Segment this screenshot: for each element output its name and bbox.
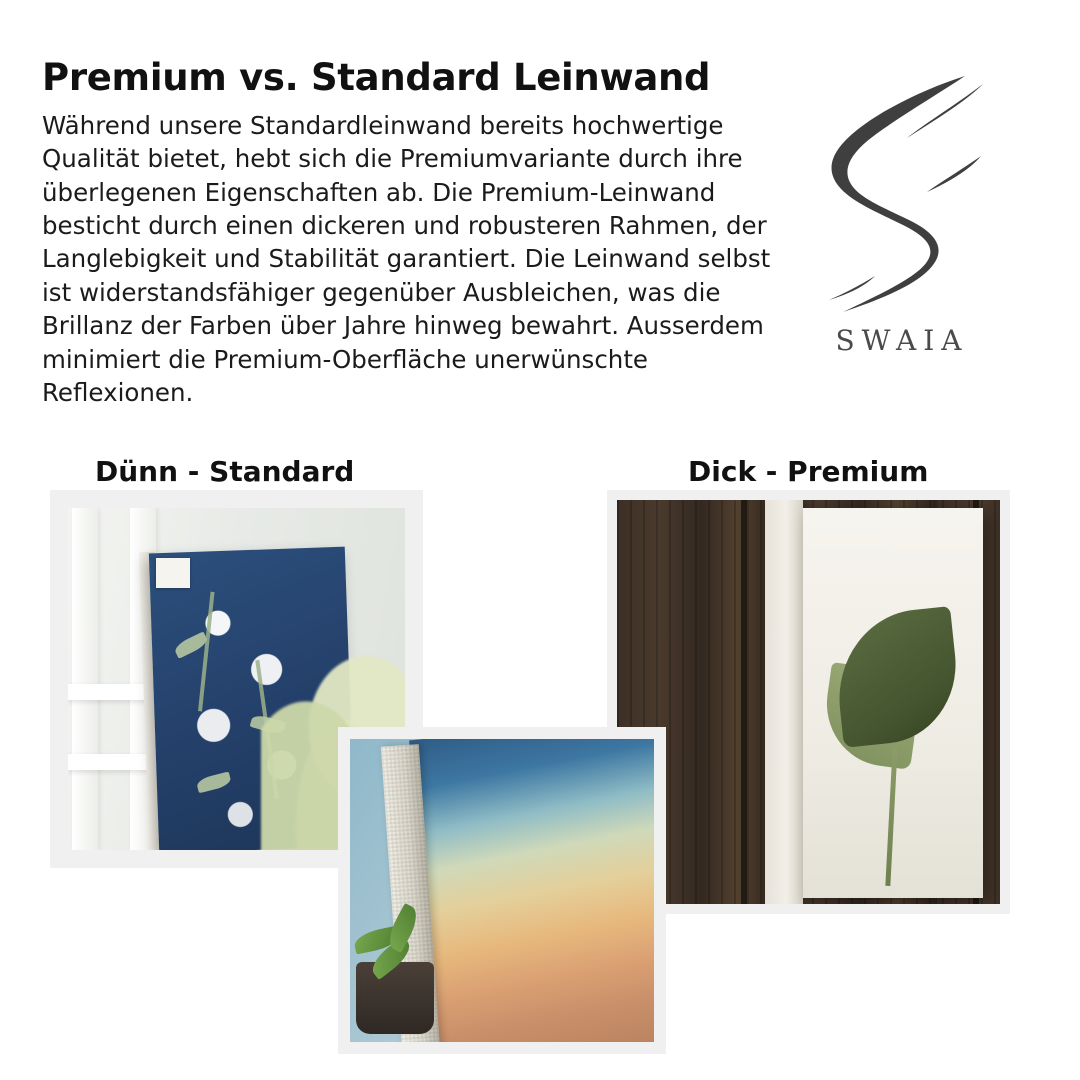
premium-scene: [617, 500, 1000, 904]
detail-canvas-print: [409, 739, 654, 1042]
label-standard: Dünn - Standard: [95, 455, 355, 488]
premium-canvas-thick-edge: [765, 500, 803, 904]
premium-thick-canvas-photo: [607, 490, 1010, 914]
standard-scene-slat: [72, 508, 98, 850]
premium-scene-plank-gap: [741, 500, 747, 904]
detail-photo-image: [350, 739, 654, 1042]
detail-scene: [350, 739, 654, 1042]
standard-canvas-tag: [156, 558, 190, 588]
brand-logo: [802, 70, 1002, 357]
brand-wordmark: SWAIA: [835, 324, 969, 357]
premium-photo-image: [617, 500, 1000, 904]
canvas-edge-detail-photo: [338, 727, 666, 1054]
header-block: [42, 58, 812, 410]
body-paragraph: Während unsere Standardleinwand bereits hochwertige Qualität bietet, hebt sich die Premiumvariante durch ihre überlegenen Eigenschaften ab. Die Premium-Leinwand besticht durch einen dickeren und robusteren Rahmen, der Langlebigkeit und Stabilität garantiert. Die Leinwand selbst ist widerstandsfähiger gegenüber Ausbleichen, was die Brillanz der Farben über Jahre hinweg bewahrt. Ausserdem minimiert die Premium-Oberfläche unerwünschte Reflexionen.: [42, 110, 771, 408]
detail-scene-plant-pot: [356, 962, 434, 1034]
page-title: Premium vs. Standard Leinwand: [42, 56, 711, 99]
label-premium: Dick - Premium: [688, 455, 929, 488]
premium-canvas-print: [803, 508, 983, 898]
swaia-s-logo-icon: [815, 70, 990, 318]
